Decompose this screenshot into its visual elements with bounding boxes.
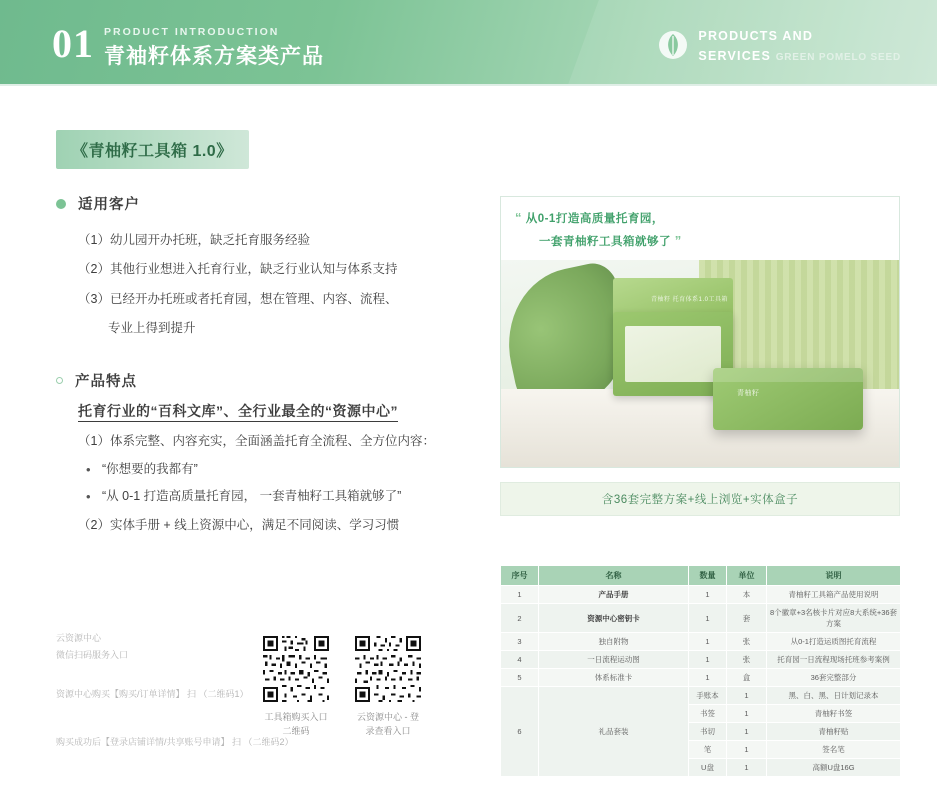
- cell-no: 5: [501, 669, 539, 687]
- cell-unit: 张: [727, 633, 767, 651]
- brand-block: [658, 26, 901, 66]
- cell-sub-name: 手账本: [689, 687, 727, 705]
- photo-lid-label: 青柚籽 托育体系1.0工具箱: [651, 297, 729, 304]
- cell-sub-qty: 1: [727, 759, 767, 777]
- photo-caption: 含36套完整方案+线上浏览+实体盒子: [500, 482, 900, 516]
- quote-text-1: 从0-1打造高质量托育园，: [525, 213, 664, 225]
- list-item: （2）其他行业想进入托育行业，缺乏行业认知与体系支持: [78, 262, 398, 277]
- qr-caption: [261, 711, 331, 738]
- left-content-column: [56, 193, 476, 540]
- list-item-continuation: 专业上得到提升: [108, 321, 196, 336]
- cell-no: 6: [501, 687, 539, 777]
- cell-name: 体系标准卡: [539, 669, 689, 687]
- list-item: （1）幼儿园开办托班，缺乏托育服务经验: [78, 233, 310, 247]
- qr-section: [56, 630, 476, 747]
- cell-sub-name: U盘: [689, 759, 727, 777]
- col-header-desc: 说明: [767, 566, 901, 586]
- quote-text-2: 一套青柚籽工具箱就够了: [539, 235, 671, 248]
- cell-desc: 8个徽章+3名核卡片对应8大系统+36套方案: [767, 604, 901, 633]
- quote-block: [500, 196, 900, 260]
- qr-caption-line2: 二维码: [282, 725, 310, 736]
- cell-name: 独自附物: [539, 633, 689, 651]
- right-content-column: [500, 196, 900, 516]
- cell-name: 一日流程运动图: [539, 651, 689, 669]
- qr-note-tertiary: [56, 734, 294, 751]
- qr-caption: [353, 711, 423, 738]
- quote-mark-open: “: [515, 210, 522, 225]
- qr-note2-line1: 资源中心购买【购买/订单详情】: [56, 689, 185, 699]
- leaf-icon: [658, 29, 688, 63]
- qr-code-purchase[interactable]: [261, 634, 331, 738]
- col-header-name: 名称: [539, 566, 689, 586]
- spec-table: [500, 565, 901, 777]
- cell-no: 4: [501, 651, 539, 669]
- section-title: 《青柚籽工具箱 1.0》: [56, 130, 249, 169]
- table-row: [501, 687, 901, 705]
- feature-highlight: 托育行业的“百科文库”、全行业最全的“资源中心”: [78, 402, 398, 419]
- cell-sub-desc: 签名笔: [767, 741, 901, 759]
- quote-line-2: [515, 230, 885, 253]
- section-number: 01: [52, 21, 94, 66]
- header-divider: [0, 84, 937, 86]
- cell-desc: 托育园一日流程现场托班参考案例: [767, 651, 901, 669]
- cell-unit: 套: [727, 604, 767, 633]
- cell-qty: 1: [689, 586, 727, 604]
- cell-desc: 青柚籽工具箱产品使用说明: [767, 586, 901, 604]
- quote-line-1: [515, 207, 885, 230]
- spec-table-wrapper: [500, 565, 900, 777]
- cell-sub-qty: 1: [727, 687, 767, 705]
- table-row: [501, 604, 901, 633]
- cell-qty: 1: [689, 604, 727, 633]
- cell-name-group: 礼品套装: [539, 687, 689, 777]
- qr-note3-line1: 购买成功后【登录店铺详情/共享账号申请】: [56, 737, 230, 747]
- cell-sub-qty: 1: [727, 741, 767, 759]
- qr-code-login[interactable]: [353, 634, 423, 738]
- col-header-qty: 数量: [689, 566, 727, 586]
- sub-list-item: • “从 0-1 打造高质量托育园， 一套青柚籽工具箱就够了”: [56, 483, 476, 511]
- quote-mark-close: ”: [674, 232, 682, 248]
- cell-sub-name: 书签: [689, 705, 727, 723]
- table-row: [501, 633, 901, 651]
- qr-code-list: [261, 634, 423, 738]
- photo-box-label: 青柚籽: [737, 390, 760, 398]
- cell-unit: 张: [727, 651, 767, 669]
- cell-desc: 36套完整部分: [767, 669, 901, 687]
- bullet-ring-icon: [56, 377, 63, 384]
- cell-sub-name: 笔: [689, 741, 727, 759]
- qr-caption-line1: 云资源中心 - 登: [357, 712, 419, 722]
- table-row: [501, 651, 901, 669]
- cell-no: 1: [501, 586, 539, 604]
- brand-line-1: PRODUCTS AND: [698, 29, 814, 43]
- page-header: [0, 0, 937, 84]
- cell-sub-desc: 高额U盘16G: [767, 759, 901, 777]
- qr-note2-line2: 扫 （二维码1）: [187, 689, 249, 699]
- brand-subtitle: GREEN POMELO SEED: [775, 52, 901, 63]
- cell-unit: 盒: [727, 669, 767, 687]
- list-item: （3）已经开办托班或者托育园，想在管理、内容、流程、: [78, 291, 398, 306]
- table-row: [501, 669, 901, 687]
- cell-name: 资源中心密钥卡: [539, 604, 689, 633]
- qr-caption-line2: 录查看入口: [365, 725, 411, 736]
- photo-box-closed: [713, 368, 863, 430]
- list-item: （1）体系完整、内容充实，全面涵盖托育全流程、全方位内容：: [78, 433, 435, 448]
- photo-box-contents: [625, 326, 721, 382]
- product-photo: [500, 260, 900, 468]
- cell-sub-qty: 1: [727, 705, 767, 723]
- cell-sub-desc: 青柚籽贴: [767, 723, 901, 741]
- cell-qty: 1: [689, 651, 727, 669]
- qr-code-image[interactable]: [261, 634, 331, 704]
- table-row: [501, 586, 901, 604]
- qr-note-line1: 云资源中心: [56, 633, 102, 643]
- header-eyebrow: PRODUCT INTRODUCTION: [104, 26, 280, 38]
- col-header-unit: 单位: [727, 566, 767, 586]
- cell-sub-name: 书切: [689, 723, 727, 741]
- group1-label: 适用客户: [78, 197, 140, 213]
- brand-line-2: SERVICES: [698, 49, 772, 63]
- cell-name: 产品手册: [539, 586, 689, 604]
- table-header-row: [501, 566, 901, 586]
- col-header-no: 序号: [501, 566, 539, 586]
- group-heading-features: [56, 370, 476, 391]
- cell-sub-desc: 青柚籽书签: [767, 705, 901, 723]
- cell-qty: 1: [689, 633, 727, 651]
- list-item: （2）实体手册 + 线上资源中心，满足不同阅读、学习习惯: [78, 517, 400, 532]
- qr-code-image[interactable]: [353, 634, 423, 704]
- page-title: 青袖籽体系方案类产品: [104, 45, 324, 68]
- qr-note-line2: 微信扫码服务入口: [56, 650, 129, 661]
- bullet-dot-icon: [56, 199, 66, 209]
- qr-note-secondary: [56, 686, 249, 703]
- cell-unit: 本: [727, 586, 767, 604]
- group2-label: 产品特点: [75, 373, 137, 390]
- qr-caption-line1: 工具箱购买入口: [264, 712, 328, 722]
- sub-list-item: • “你想要的我都有”: [56, 456, 476, 484]
- qr-note3-line2: 扫 （二维码2）: [232, 737, 294, 747]
- cell-desc: 从0-1打造运质图托育流程: [767, 633, 901, 651]
- cell-no: 2: [501, 604, 539, 633]
- group-heading-customers: [56, 193, 476, 214]
- cell-sub-qty: 1: [727, 723, 767, 741]
- cell-qty: 1: [689, 669, 727, 687]
- cell-sub-desc: 黑、白、黑、日计划记录本: [767, 687, 901, 705]
- cell-no: 3: [501, 633, 539, 651]
